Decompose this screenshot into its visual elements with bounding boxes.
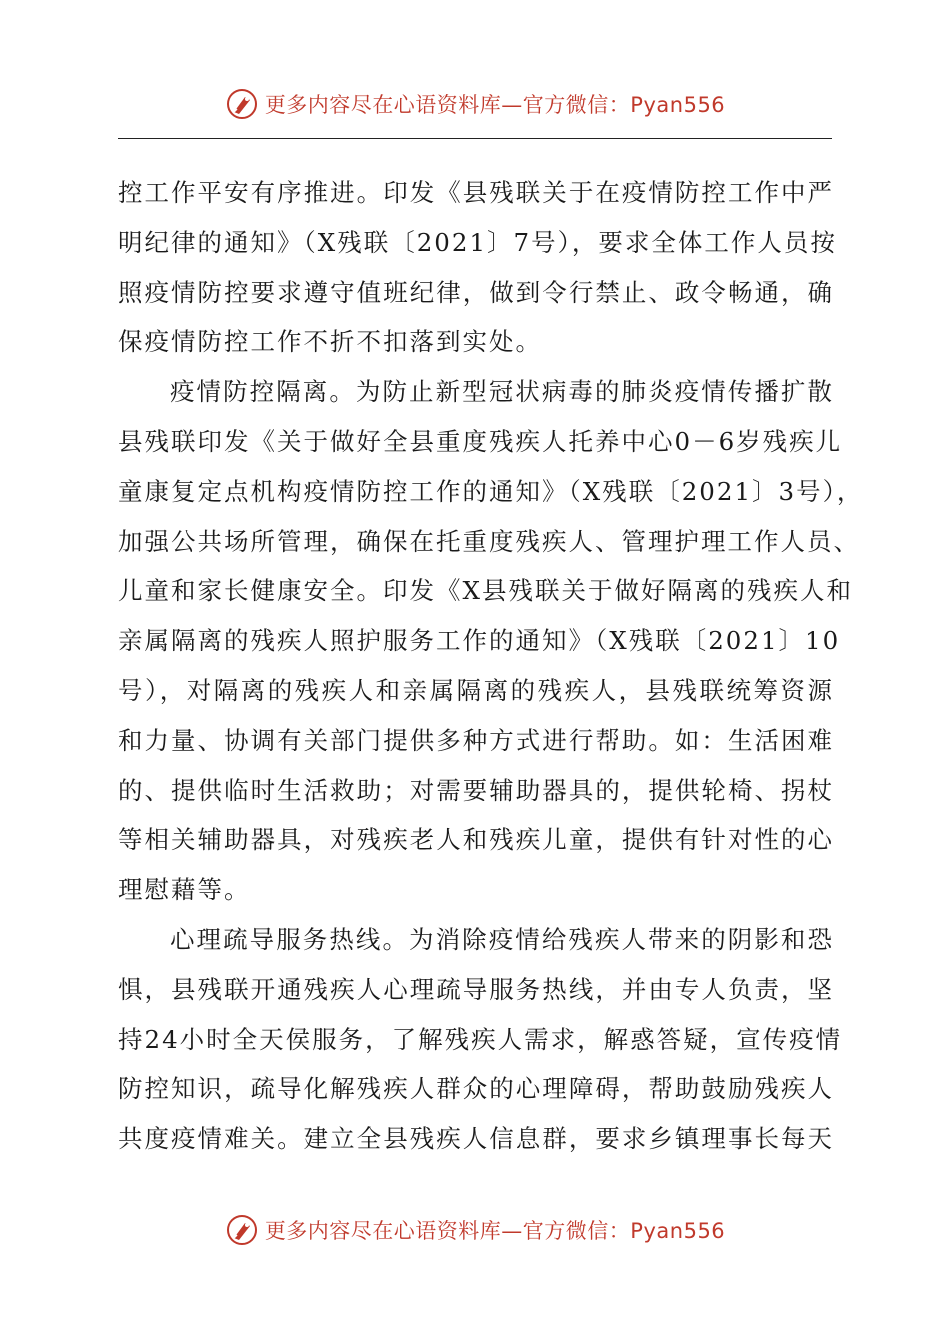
- text-line: 儿童和家长健康安全。印发《X县残联关于做好隔离的残疾人和: [118, 576, 853, 606]
- text-line: 心理疏导服务热线。为消除疫情给残疾人带来的阴影和恐: [170, 924, 834, 954]
- text-line: 和力量、协调有关部门提供多种方式进行帮助。如：生活困难: [118, 725, 834, 755]
- text-line: 惧，县残联开通残疾人心理疏导服务热线，并由专人负责，坚: [118, 974, 834, 1004]
- text-line: 的、提供临时生活救助；对需要辅助器具的，提供轮椅、拐杖: [118, 775, 834, 805]
- text-line: 亲属隔离的残疾人照护服务工作的通知》（X残联〔2021〕10: [118, 626, 841, 656]
- text-line: 号），对隔离的残疾人和亲属隔离的残疾人，县残联统筹资源: [118, 675, 834, 705]
- pen-nib-icon: [225, 1213, 259, 1247]
- header-banner-text: 更多内容尽在心语资料库—官方微信：Pyan556: [264, 93, 726, 117]
- text-line: 共度疫情难关。建立全县残疾人信息群，要求乡镇理事长每天: [118, 1124, 834, 1154]
- text-line: 县残联印发《关于做好全县重度残疾人托养中心0－6岁残疾儿: [118, 426, 843, 456]
- text-line: 理慰藉等。: [118, 875, 251, 905]
- footer-banner-text: 更多内容尽在心语资料库—官方微信：Pyan556: [264, 1219, 726, 1243]
- text-line: 保疫情防控工作不折不扣落到实处。: [118, 327, 542, 357]
- footer-banner: [0, 1210, 950, 1250]
- text-line: 明纪律的通知》（X残联〔2021〕7号），要求全体工作人员按: [118, 227, 837, 257]
- text-line: 加强公共场所管理，确保在托重度残疾人、管理护理工作人员、: [118, 526, 860, 556]
- text-line: 童康复定点机构疫情防控工作的通知》（X残联〔2021〕3号），: [118, 476, 864, 506]
- pen-nib-icon: [225, 87, 259, 121]
- header-divider: [118, 138, 832, 139]
- text-line: 控工作平安有序推进。印发《县残联关于在疫情防控工作中严: [118, 178, 834, 207]
- document-body: [118, 168, 864, 1164]
- text-line: 照疫情防控要求遵守值班纪律，做到令行禁止、政令畅通，确: [118, 277, 834, 307]
- text-line: 疫情防控隔离。为防止新型冠状病毒的肺炎疫情传播扩散: [170, 377, 834, 407]
- header-banner: [0, 84, 950, 124]
- text-line: 等相关辅助器具，对残疾老人和残疾儿童，提供有针对性的心: [118, 825, 834, 855]
- text-line: 持24小时全天侯服务，了解残疾人需求，解惑答疑，宣传疫情: [118, 1024, 843, 1054]
- text-line: 防控知识，疏导化解残疾人群众的心理障碍，帮助鼓励残疾人: [118, 1074, 834, 1104]
